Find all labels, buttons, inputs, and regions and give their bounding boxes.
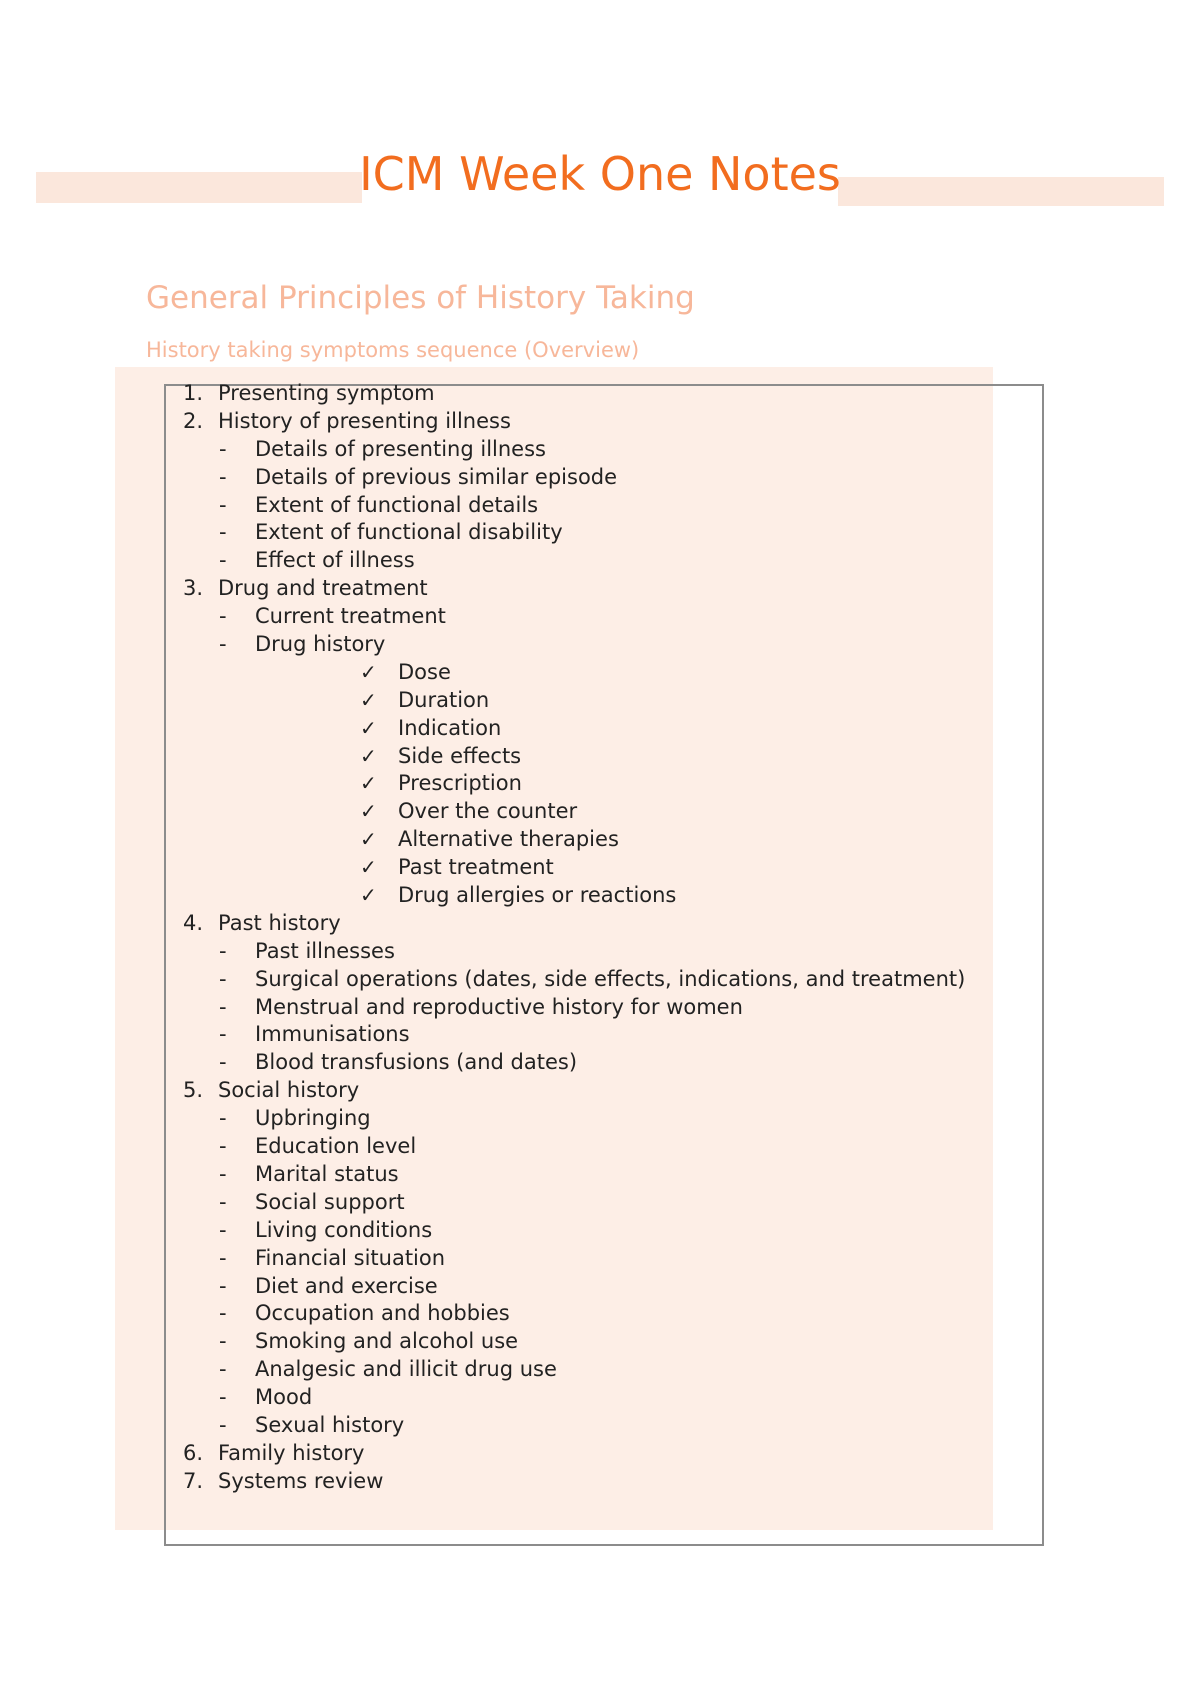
dash-bullet: - [219,1050,227,1075]
checklist-item [0,659,1200,687]
sub-list-item [0,1133,1200,1161]
sub-list-item [0,1356,1200,1384]
list-item-text: Surgical operations (dates, side effects, indications, and treatment) [255,966,966,991]
list-item-text: Social history [218,1078,360,1103]
list-item-text: Education level [255,1134,417,1159]
dash-bullet: - [219,436,227,461]
sub-list-item [0,1189,1200,1217]
dash-bullet: - [219,1161,227,1186]
list-item [0,1077,1200,1105]
dash-bullet: - [219,1217,227,1242]
dash-bullet: - [219,938,227,963]
checkmark-icon: ✓ [360,743,377,768]
sub-list-item [0,1384,1200,1412]
list-number: 4. [183,910,204,935]
checklist-item [0,854,1200,882]
list-item-text: Sexual history [255,1412,405,1437]
list-item-text: Living conditions [255,1217,433,1242]
checklist-item [0,687,1200,715]
list-item-text: Side effects [398,743,522,768]
list-item-text: Extent of functional disability [255,520,563,545]
list-item-text: Drug allergies or reactions [398,883,677,908]
dash-bullet: - [219,966,227,991]
sub-list-item [0,519,1200,547]
list-item-text: History of presenting illness [218,408,511,433]
list-number: 1. [183,381,204,405]
list-item-text: Mood [255,1385,313,1410]
checklist-item [0,770,1200,798]
sub-list-item [0,436,1200,464]
dash-bullet: - [219,1273,227,1298]
list-item-text: Prescription [398,771,522,796]
dash-bullet: - [219,1301,227,1326]
sub-list-item [0,1273,1200,1301]
sub-list-item [0,1412,1200,1440]
list-number: 5. [183,1078,204,1103]
list-item-text: Indication [398,715,502,740]
list-item-text: Immunisations [255,1022,410,1047]
sub-list-item [0,603,1200,631]
section-heading: General Principles of History Taking [146,280,695,316]
list-item-text: Financial situation [255,1245,446,1270]
checkmark-icon: ✓ [360,827,377,852]
list-item-text: Dose [398,659,451,684]
sub-list-item [0,1021,1200,1049]
list-item-text: Upbringing [255,1106,371,1131]
list-item-text: Blood transfusions (and dates) [255,1050,578,1075]
list-item [0,575,1200,603]
list-item-text: Drug and treatment [218,576,428,601]
dash-bullet: - [219,1329,227,1354]
list-item [0,1468,1200,1496]
checklist-item [0,798,1200,826]
list-item-text: Smoking and alcohol use [255,1329,519,1354]
checklist-item [0,882,1200,910]
list-number: 2. [183,408,204,433]
dash-bullet: - [219,1022,227,1047]
list-number: 3. [183,576,204,601]
checkmark-icon: ✓ [360,883,377,908]
sub-list-item [0,994,1200,1022]
list-item-text: Extent of functional details [255,492,539,517]
list-item [0,910,1200,938]
checkmark-icon: ✓ [360,799,377,824]
sub-list-item [0,464,1200,492]
list-item-text: Menstrual and reproductive history for women [255,994,743,1019]
sub-list-item [0,631,1200,659]
sub-list-item [0,1217,1200,1245]
list-item-text: Over the counter [398,799,578,824]
list-item-text: Duration [398,687,490,712]
checkmark-icon: ✓ [360,659,377,684]
list-item-text: Family history [218,1440,365,1465]
checkmark-icon: ✓ [360,715,377,740]
checklist-item [0,743,1200,771]
sub-list-item [0,547,1200,575]
sub-list-item [0,1161,1200,1189]
list-item-text: Systems review [218,1468,384,1493]
list-item-text: Past history [218,910,341,935]
dash-bullet: - [219,548,227,573]
dash-bullet: - [219,520,227,545]
sub-list-item [0,1300,1200,1328]
list-item-text: Social support [255,1189,405,1214]
subheading: History taking symptoms sequence (Overview) [146,338,640,362]
checkmark-icon: ✓ [360,771,377,796]
list-item-text: Alternative therapies [398,827,619,852]
sub-list-item [0,492,1200,520]
checklist-item [0,715,1200,743]
dash-bullet: - [219,1385,227,1410]
list-number: 6. [183,1440,204,1465]
checklist-item [0,826,1200,854]
list-item-text: Details of presenting illness [255,436,546,461]
list-item-text: Current treatment [255,604,446,629]
sub-list-item [0,1049,1200,1077]
list-item-text: Details of previous similar episode [255,464,618,489]
checkmark-icon: ✓ [360,855,377,880]
sub-list-item [0,938,1200,966]
checkmark-icon: ✓ [360,687,377,712]
dash-bullet: - [219,492,227,517]
sub-list-item [0,1328,1200,1356]
sub-list-item [0,966,1200,994]
sub-list-item [0,1105,1200,1133]
history-sequence-list [0,380,1200,1496]
list-item [0,380,1200,408]
list-item-text: Drug history [255,632,386,657]
list-item-text: Presenting symptom [218,381,435,405]
list-item [0,1440,1200,1468]
list-item [0,408,1200,436]
dash-bullet: - [219,1134,227,1159]
list-item-text: Occupation and hobbies [255,1301,510,1326]
page-title: ICM Week One Notes [359,147,841,201]
dash-bullet: - [219,1357,227,1382]
dash-bullet: - [219,1412,227,1437]
list-item-text: Past illnesses [255,938,395,963]
list-item-text: Analgesic and illicit drug use [255,1357,557,1382]
list-item-text: Marital status [255,1161,399,1186]
list-item-text: Diet and exercise [255,1273,438,1298]
sub-list-item [0,1245,1200,1273]
dash-bullet: - [219,1106,227,1131]
dash-bullet: - [219,994,227,1019]
list-number: 7. [183,1468,204,1493]
list-item-text: Past treatment [398,855,554,880]
list-item-text: Effect of illness [255,548,415,573]
dash-bullet: - [219,1245,227,1270]
dash-bullet: - [219,1189,227,1214]
dash-bullet: - [219,632,227,657]
dash-bullet: - [219,464,227,489]
dash-bullet: - [219,604,227,629]
